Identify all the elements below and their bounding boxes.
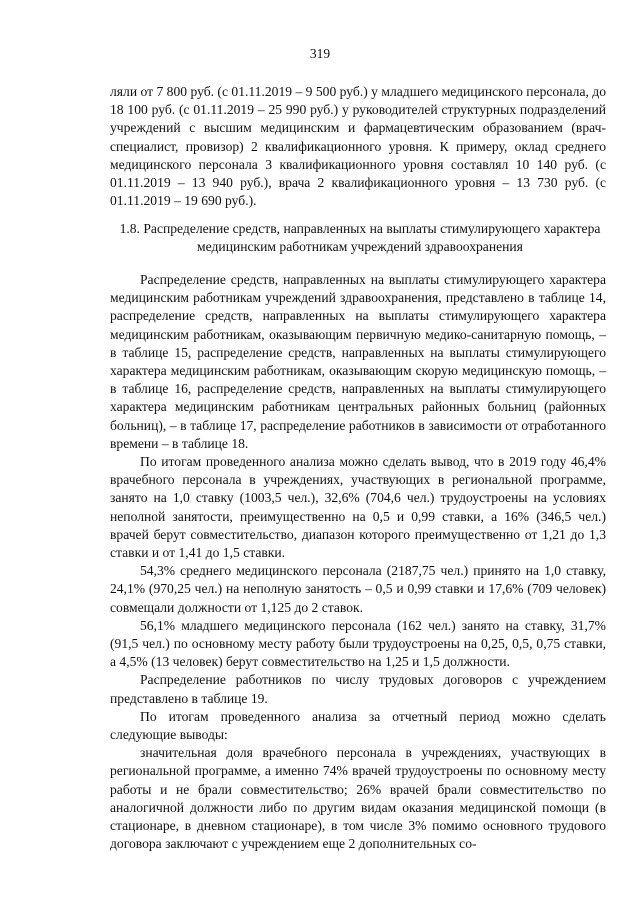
- top-paragraph-block: [110, 83, 606, 210]
- paragraph-continuation: ляли от 7 800 руб. (с 01.11.2019 – 9 500 руб.) у младшего медицинского персонала, до 18 100 руб. (с 01.11.2019 – 25 990 руб.) у руководителей структурных подразделений учреждений с высшим медицинским и фармацевтическим образованием (врач-специалист, провизор) 2 квалификационного уровня. К примеру, оклад среднего медицинского персонала 3 квалификационного уровня составлял 10 140 руб. (с 01.11.2019 – 13 940 руб.), врача 2 квалификационного уровня – 13 730 руб. (с 01.11.2019 – 19 690 руб.).: [110, 84, 606, 209]
- body-text: [110, 271, 606, 854]
- paragraph: 54,3% среднего медицинского персонала (2187,75 чел.) принято на 1,0 ставку, 24,1% (970,25 чел.) на неполную занятость – 0,5 и 0,99 ставки и 17,6% (709 человек) совмещали должности от 1,125 до 2 ставок.: [110, 563, 606, 615]
- paragraph: Распределение работников по числу трудовых договоров с учреждением представлено в таблице 19.: [110, 672, 606, 706]
- paragraph: значительная доля врачебного персонала в учреждениях, участвующих в региональной программе, а именно 74% врачей трудоустроены по основному месту работы и не брали совместительство; 26% врачей брали совместительство по аналогичной должности либо по другим видам оказания медицинской помощи (в стационаре, в дневном стационаре), в том числе 3% помимо основного трудового договора заключают с учреждением еще 2 дополнительных со-: [110, 745, 606, 852]
- page-number: 319: [309, 46, 331, 61]
- paragraph: Распределение средств, направленных на выплаты стимулирующего характера медицинским работникам учреждений здравоохранения, представлено в таблице 14, распределение средств, направленных на выплаты стимулирующего характера медицинским работникам, оказывающим первичную медико-санитарную помощь, – в таблице 15, распределение средств, направленных на выплаты стимулирующего характера медицинским работникам, оказывающим скорую медицинскую помощь, – в таблице 16, распределение средств, направленных на выплаты стимулирующего характера медицинским работникам центральных районных больниц (районных больниц), – в таблице 17, распределение работников в зависимости от отработанного времени – в таблице 18.: [110, 272, 606, 451]
- paragraph: 56,1% младшего медицинского персонала (162 чел.) занято на ставку, 31,7% (91,5 чел.) по основному месту работу были трудоустроены на 0,25, 0,5, 0,75 ставки, а 4,5% (13 человек) берут совместительство на 1,25 и 1,5 должности.: [110, 617, 606, 670]
- section-heading: 1.8. Распределение средств, направленных на выплаты стимулирующего характера медицинским работникам учреждений здравоохранения: [119, 221, 601, 255]
- paragraph: По итогам проведенного анализа можно сделать вывод, что в 2019 году 46,4% врачебного персонала в учреждениях, участвующих в региональной программе, занято на 1,0 ставку (1003,5 чел.), 32,6% (704,6 чел.) трудоустроены на условиях неполной занятости, преимущественно на 0,5 и 0,99 ставки, а 16% (346,5 чел.) врачей берут совместительство, диапазон которого преимущественно от 1,21 до 1,3 ставки и от 1,41 до 1,5 ставки.: [110, 454, 606, 561]
- paragraph: По итогам проведенного анализа за отчетный период можно сделать следующие выводы:: [110, 708, 606, 743]
